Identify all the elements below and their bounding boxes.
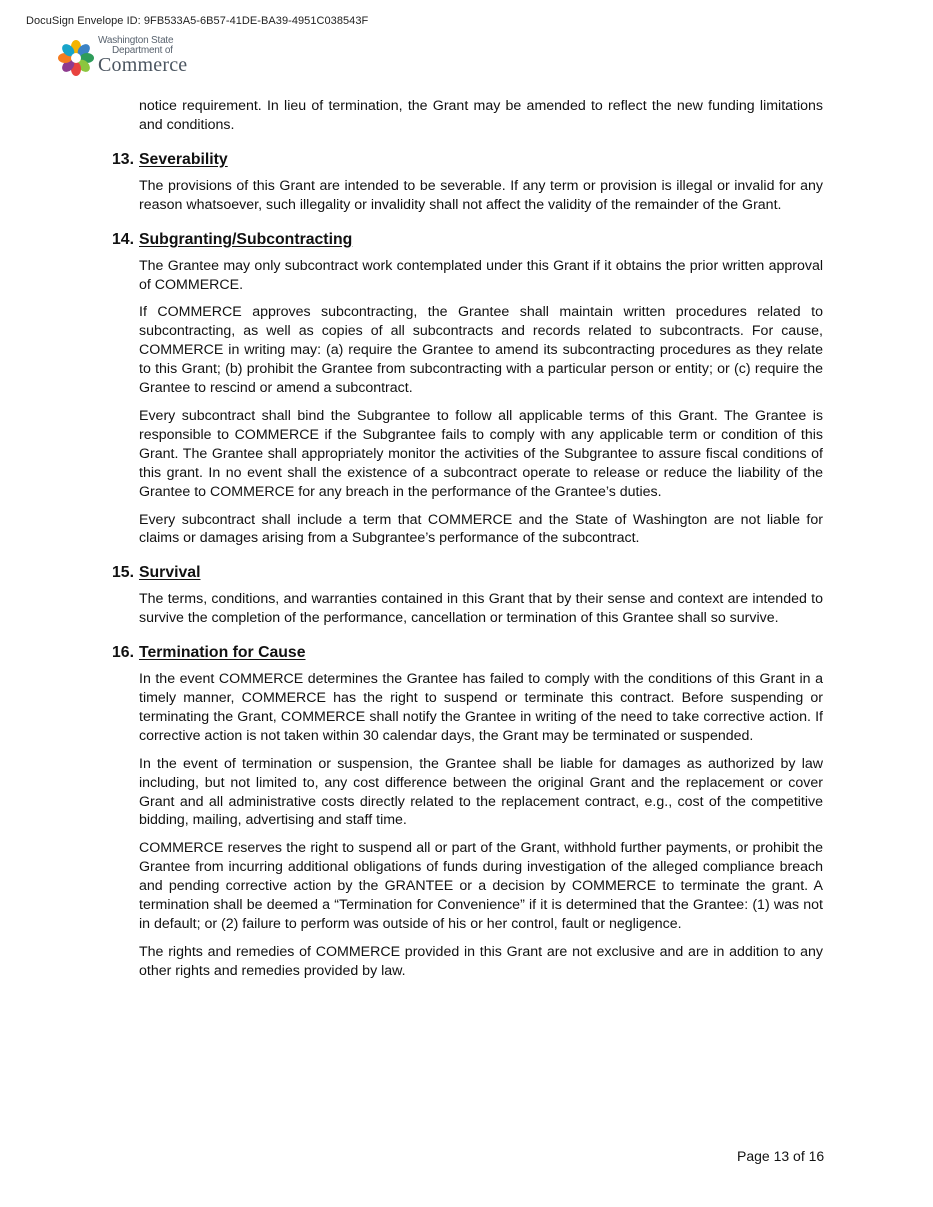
section-number: 16. xyxy=(112,644,134,662)
section-title: Termination for Cause xyxy=(139,644,306,662)
section-paragraph: The rights and remedies of COMMERCE provided in this Grant are not exclusive and are in addition to any other rights and remedies provided by law. xyxy=(139,943,823,979)
section-heading xyxy=(112,643,823,663)
docusign-envelope-id: DocuSign Envelope ID: 9FB533A5-6B57-41DE-BA39-4951C038543F xyxy=(26,15,369,27)
section-number: 14. xyxy=(112,230,134,248)
commerce-logo xyxy=(56,36,196,80)
section-15-survival xyxy=(112,563,823,628)
section-paragraph: Every subcontract shall include a term that COMMERCE and the State of Washington are not liable for claims or damages arising from a Subgrantee’s performance of the subcontract. xyxy=(139,511,823,547)
section-14-subgranting xyxy=(112,230,823,549)
section-heading xyxy=(112,563,823,583)
section-16-termination-for-cause xyxy=(112,643,823,981)
logo-line-1: Washington State xyxy=(98,35,174,46)
section-paragraph: If COMMERCE approves subcontracting, the Grantee shall maintain written procedures related to subcontracting, as well as copies of all subcontracts and records related to subcontracts. For cause, COMMERCE in writing may: (a) require the Grantee to amend its subcontracting procedures as they relate to this Grant; (b) prohibit the Grantee from subcontracting with a particular person or entity; or (c) require the Grantee to rescind or amend a subcontract. xyxy=(139,304,823,397)
section-paragraph: Every subcontract shall bind the Subgrantee to follow all applicable terms of this Grant. The Grantee is responsible to COMMERCE if the Subgrantee fails to comply with any applicable term or condition of this Grant. The Grantee shall appropriately monitor the activities of the Subgrantee to assure fiscal conditions of this grant. In no event shall the existence of a subcontract operate to release or reduce the liability of the Grantee to COMMERCE for any breach in the performance of the Grantee’s duties. xyxy=(139,407,823,500)
page-number: Page 13 of 16 xyxy=(737,1148,825,1164)
section-title: Survival xyxy=(139,564,201,582)
section-paragraph: In the event of termination or suspension, the Grantee shall be liable for damages as authorized by law including, but not limited to, any cost difference between the original Grant and the replacement or cover Grant and all administrative costs directly related to the replacement contract, e.g., cost of the competitive bidding, mailing, advertising and staff time. xyxy=(139,755,823,829)
section-paragraph: In the event COMMERCE determines the Grantee has failed to comply with the conditions of this Grant in a timely manner, COMMERCE has the right to suspend or terminate this contract. Before suspending or terminating the Grant, COMMERCE shall notify the Grantee in writing of the need to take corrective action. If corrective action is not taken within 30 calendar days, the Grant may be terminated or suspended. xyxy=(139,671,823,744)
section-paragraph: The Grantee may only subcontract work contemplated under this Grant if it obtains the prior written approval of COMMERCE. xyxy=(139,257,823,293)
section-paragraph: The provisions of this Grant are intended to be severable. If any term or provision is illegal or invalid for any reason whatsoever, such illegality or invalidity shall not affect the validity of the remainder of the Grant. xyxy=(139,177,823,213)
section-13-severability xyxy=(112,150,823,215)
commerce-logo-wheel-icon xyxy=(56,38,96,78)
section-heading xyxy=(112,150,823,170)
section-paragraph: The terms, conditions, and warranties contained in this Grant that by their sense and context are intended to survive the completion of the performance, cancellation or termination of this Grantee shall so survive. xyxy=(139,591,823,627)
section-heading xyxy=(112,230,823,250)
section-number: 15. xyxy=(112,564,134,582)
logo-hub xyxy=(71,53,81,63)
logo-line-2: Department of xyxy=(112,45,173,56)
section-title: Severability xyxy=(139,150,228,168)
section-paragraph: COMMERCE reserves the right to suspend all or part of the Grant, withhold further payments, or prohibit the Grantee from incurring additional obligations of funds during investigation of the alleged compliance breach and pending corrective action by the GRANTEE or a decision by COMMERCE to terminate the grant. A termination shall be deemed a “Termination for Convenience” if it is determined that the Grantee: (1) was not in default; or (2) failure to perform was outside of his or her control, fault or negligence. xyxy=(139,840,823,932)
section-number: 13. xyxy=(112,150,134,168)
document-body xyxy=(112,97,823,996)
logo-line-3: Commerce xyxy=(98,54,188,76)
section-title: Subgranting/Subcontracting xyxy=(139,230,353,248)
intro-paragraph: notice requirement. In lieu of termination, the Grant may be amended to reflect the new funding limitations and conditions. xyxy=(139,98,823,133)
